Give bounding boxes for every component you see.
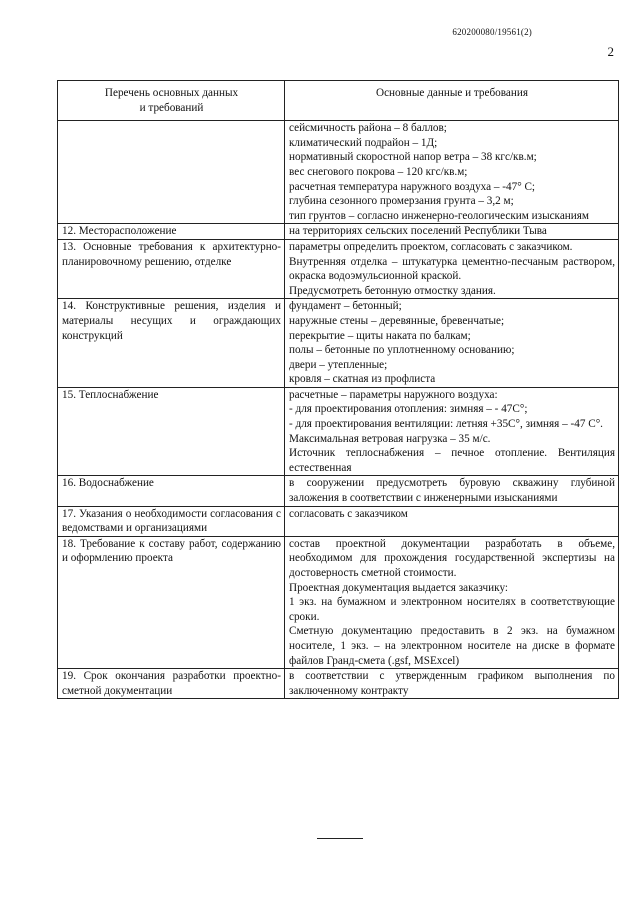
table-row: [58, 224, 619, 240]
value-line: кровля – скатная из профлиста: [289, 373, 436, 386]
value-line: тип грунтов – согласно инженерно-геологическим изысканиям: [289, 209, 589, 222]
column-header-line: Перечень основных данных: [104, 87, 239, 99]
value-line: параметры определить проектом, согласовать с заказчиком.: [289, 240, 573, 253]
column-header-main-data: Основные данные и требования: [285, 81, 619, 121]
row-label: 19. Срок окончания разработки проектно-сметной документации: [58, 669, 285, 699]
value-line: на территориях сельских поселений Республики Тыва: [289, 225, 547, 238]
value-line: - для проектирования отопления: зимняя – - 47С°;: [289, 403, 528, 416]
page-number: 2: [607, 44, 614, 59]
footer-divider: [317, 838, 363, 839]
value-line: в сооружении предусмотреть буровую скважину глубиной заложения в соответствии с инженерными изысканиями: [289, 477, 615, 505]
row-value: [285, 224, 619, 240]
value-line: климатический подрайон – 1Д;: [289, 136, 438, 149]
table-row: [58, 239, 619, 298]
table-row: [58, 121, 619, 224]
row-label: 13. Основные требования к архитектурно-планировочному решению, отделке: [58, 239, 285, 298]
requirements-table: [57, 80, 619, 699]
row-label: 17. Указания о необходимости согласования с ведомствами и организациями: [58, 506, 285, 536]
row-value: [285, 506, 619, 536]
table-row: [58, 506, 619, 536]
row-label: [58, 121, 285, 224]
row-value: [285, 121, 619, 224]
table-row: [58, 669, 619, 699]
row-value: [285, 536, 619, 668]
table-header-row: [58, 81, 619, 121]
row-value: [285, 669, 619, 699]
value-line: расчетная температура наружного воздуха – -47° С;: [289, 180, 536, 193]
value-line: Максимальная ветровая нагрузка – 35 м/с.: [289, 432, 491, 445]
value-line: вес снегового покрова – 120 кгс/кв.м;: [289, 165, 468, 178]
value-line: 1 экз. на бумажном и электронном носителях в соответствующие сроки.: [289, 596, 615, 623]
row-value: [285, 476, 619, 506]
value-line: сейсмичность района – 8 баллов;: [289, 122, 447, 135]
value-line: состав проектной документации разработать в объеме, необходимом для прохождения государственной экспертизы на достоверность сметной стоимости.: [289, 537, 615, 579]
table-row: [58, 387, 619, 476]
value-line: двери – утепленные;: [289, 358, 388, 371]
row-value: [285, 387, 619, 476]
value-line: полы – бетонные по уплотненному основанию;: [289, 344, 515, 357]
value-line: наружные стены – деревянные, бревенчатые;: [289, 314, 505, 327]
value-line: фундамент – бетонный;: [289, 300, 402, 313]
value-line: - для проектирования вентиляции: летняя +35С°, зимняя – -47 С°.: [289, 418, 603, 431]
value-line: расчетные – параметры наружного воздуха:: [289, 388, 498, 401]
table-row: [58, 476, 619, 506]
value-line: Сметную документацию предоставить в 2 экз. на бумажном носителе, 1 экз. – на электронном носителе на диске в формате файлов Гранд-смета (.gsf, MSExcel): [289, 625, 615, 667]
row-value: [285, 239, 619, 298]
table-row: [58, 299, 619, 388]
table-row: [58, 536, 619, 668]
row-value: [285, 299, 619, 388]
column-header-requirements-list: [58, 81, 285, 121]
value-line: согласовать с заказчиком: [289, 507, 408, 520]
row-label: 18. Требование к составу работ, содержанию и оформлению проекта: [58, 536, 285, 668]
value-line: глубина сезонного промерзания грунта – 3,2 м;: [289, 195, 514, 208]
value-line: Предусмотреть бетонную отмостку здания.: [289, 284, 496, 297]
row-label: 12. Месторасположение: [58, 224, 285, 240]
value-line: в соответствии с утвержденным графиком выполнения по заключенному контракту: [289, 670, 615, 697]
value-line: Источник теплоснабжения – печное отопление. Вентиляция естественная: [289, 447, 615, 474]
value-line: перекрытие – щиты наката по балкам;: [289, 329, 471, 342]
value-line: нормативный скоростной напор ветра – 38 кгс/кв.м;: [289, 151, 537, 164]
row-label: 16. Водоснабжение: [58, 476, 285, 506]
value-line: Внутренняя отделка – штукатурка цементно-песчаным раствором, окраска водоэмульсионной краской.: [289, 255, 615, 283]
row-label: 15. Теплоснабжение: [58, 387, 285, 476]
value-line: Проектная документация выдается заказчику:: [289, 581, 509, 594]
document-number: 620200080/19561(2): [452, 27, 532, 37]
column-header-line: и требований: [139, 101, 204, 114]
row-label: 14. Конструктивные решения, изделия и материалы несущих и ограждающих конструкций: [58, 299, 285, 388]
